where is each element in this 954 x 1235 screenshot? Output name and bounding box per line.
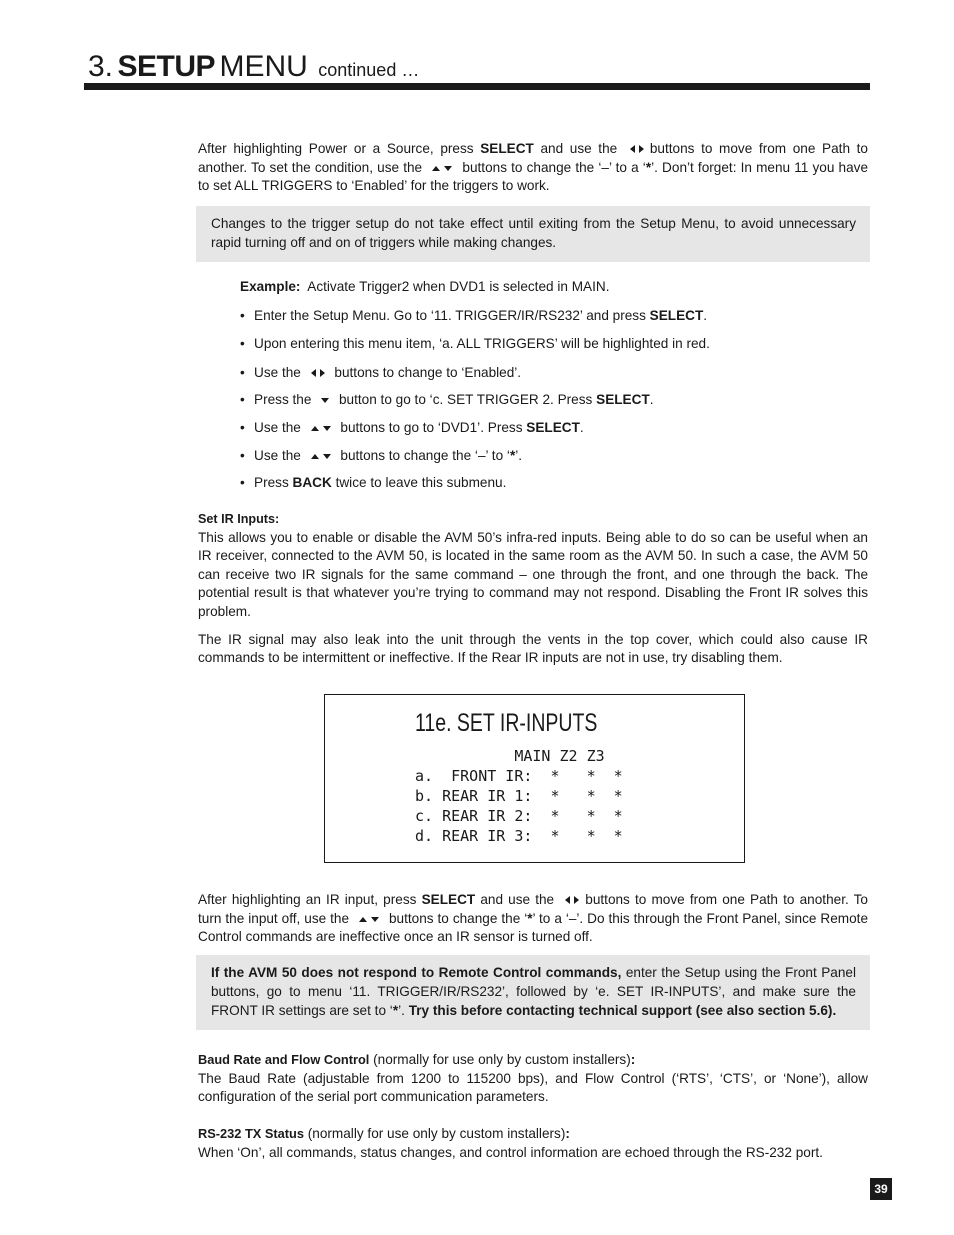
up-down-arrows-icon	[357, 910, 381, 929]
up-down-arrows-icon	[309, 419, 333, 437]
section-title-setup: SETUP	[117, 50, 216, 83]
intro-text: buttons to change the ‘–’ to a ‘	[458, 159, 646, 175]
header-rule	[84, 83, 870, 90]
select-keyword: SELECT	[421, 892, 476, 907]
note-bold-text: Try this before contacting technical support (see also section 5.6).	[408, 1003, 837, 1018]
left-right-arrows-icon	[563, 891, 581, 910]
example-steps	[240, 307, 860, 492]
up-down-arrows-icon	[309, 447, 333, 465]
example-section	[240, 278, 860, 492]
down-arrow-icon	[319, 391, 331, 409]
list-item: • Use the buttons to change the ‘–’ to ‘*’.	[240, 447, 860, 465]
list-item: • Enter the Setup Menu. Go to ‘11. TRIGGER/IR/RS232’ and press SELECT.	[240, 307, 860, 325]
screen-row-header: MAIN Z2 Z3	[415, 747, 605, 765]
rs232-section: RS-232 TX Status (normally for use only by custom installers): When ‘On’, all commands, status changes, and control information are echoed through the RS-232 port.	[198, 1125, 868, 1162]
ir-inputs-paragraph-1: This allows you to enable or disable the AVM 50’s infra-red inputs. Being able to do so can be useful when an IR receiver, connected to the AVM 50, is located in the same room as the AVM 50. In such a case, the AVM 50 can receive two IR signals for the same command – one through the front, and one through the back. The potential result is that whatever you’re trying to command may not respond. Disabling the Front IR solves this problem.	[198, 529, 868, 619]
list-item: • Use the buttons to change to ‘Enabled’.	[240, 364, 860, 382]
select-keyword: SELECT	[480, 141, 534, 156]
section-continued: continued …	[318, 60, 420, 80]
ir-inputs-section	[198, 510, 868, 668]
screen-row: b. REAR IR 1: * * *	[415, 787, 623, 805]
baud-text: The Baud Rate (adjustable from 1200 to 115200 bps), and Flow Control (‘RTS’, ‘CTS’, or ‘None’), allow configuration of the serial port communication parameters.	[198, 1070, 868, 1105]
rs232-heading: RS-232 TX Status	[198, 1126, 304, 1141]
section-number: 3.	[88, 50, 114, 83]
screen-row: d. REAR IR 3: * * *	[415, 827, 623, 845]
section-title-menu: MENU	[219, 50, 308, 83]
screen-row: c. REAR IR 2: * * *	[415, 807, 623, 825]
ir-inputs-heading: Set IR Inputs:	[198, 512, 280, 526]
star-symbol: *	[527, 910, 533, 926]
intro-text: and use the	[533, 141, 624, 156]
intro-text: ’. Don’t forget: In menu 11 you have to set ALL TRIGGERS to ‘Enabled’ for the triggers to work.	[198, 159, 869, 194]
menu-screen-display	[324, 694, 745, 863]
star-symbol: *	[645, 159, 652, 175]
intro-paragraph	[198, 140, 868, 196]
list-item: • Press the button to go to ‘c. SET TRIGGER 2. Press SELECT.	[240, 391, 860, 409]
star-symbol: *	[392, 1003, 399, 1018]
note-box-trigger	[196, 206, 870, 262]
example-text: Activate Trigger2 when DVD1 is selected in MAIN.	[307, 279, 610, 294]
intro-text: After highlighting Power or a Source, press	[198, 141, 481, 156]
screen-row: a. FRONT IR: * * *	[415, 767, 623, 785]
up-down-arrows-icon	[430, 159, 454, 178]
page-header	[88, 52, 870, 92]
baud-rate-section: Baud Rate and Flow Control (normally for use only by custom installers): The Baud Rate (adjustable from 1200 to 115200 bps), and Flow Control (‘RTS’, ‘CTS’, or ‘None’), allow configuration of the serial port communication parameters.	[198, 1051, 868, 1107]
intro-text: buttons to move from one Path to another. To set the condition, use the	[198, 141, 868, 175]
list-item: • Press BACK twice to leave this submenu.	[240, 474, 860, 492]
note-box-remote: If the AVM 50 does not respond to Remote Control commands, enter the Setup using the Front Panel buttons, go to menu ‘11. TRIGGER/IR/RS232’, followed by ‘e. SET IR-INPUTS’, and make sure the FRONT IR settings are set to ‘*’. Try this before contacting technical support (see also section 5.6).	[196, 955, 870, 1030]
screen-table	[415, 746, 623, 846]
example-label: Example:	[240, 279, 301, 294]
list-item: • Use the buttons to go to ‘DVD1’. Press SELECT.	[240, 419, 860, 437]
ir-inputs-paragraph-2: The IR signal may also leak into the unit through the vents in the top cover, which could also cause IR commands to be intermittent or ineffective. If the Rear IR inputs are not in use, try disabling them.	[198, 631, 868, 666]
screen-title: 11e. SET IR-INPUTS	[415, 709, 598, 737]
rs232-text: When ‘On’, all commands, status changes, and control information are echoed through the RS-232 port.	[198, 1144, 823, 1160]
baud-heading: Baud Rate and Flow Control	[198, 1052, 370, 1067]
note-bold-text: If the AVM 50 does not respond to Remote Control commands,	[211, 965, 622, 980]
list-item: • Upon entering this menu item, ‘a. ALL TRIGGERS’ will be highlighted in red.	[240, 335, 860, 353]
left-right-arrows-icon	[309, 364, 327, 382]
left-right-arrows-icon	[628, 140, 646, 159]
section-title	[88, 52, 419, 82]
note-text: Changes to the trigger setup do not take effect until exiting from the Setup Menu, to avoid unnecessary rapid turning off and on of triggers while making changes.	[211, 216, 856, 250]
after-ir-paragraph: After highlighting an IR input, press SELECT and use the buttons to move from one Path to another. To turn the input off, use the buttons to change the ‘*’ to a ‘–’. Do this through the Front Panel, since Remote Control commands are ineffective once an IR sensor is turned off.	[198, 892, 869, 945]
page-number: 39	[870, 1178, 892, 1200]
